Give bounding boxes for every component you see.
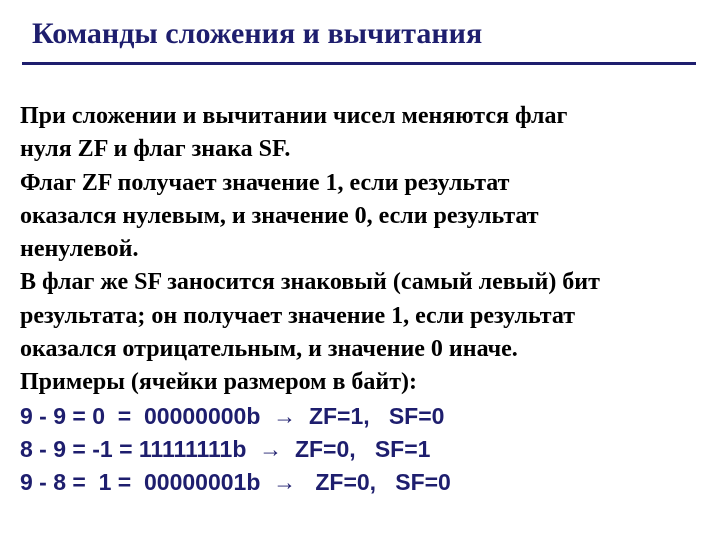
title-underline: [22, 62, 696, 65]
slide-title: Команды сложения и вычитания: [32, 17, 483, 50]
example-line: 9 - 9 = 0 = 00000000b → ZF=1, SF=0: [20, 402, 445, 429]
body-line: результата; он получает значение 1, если результат: [20, 302, 576, 329]
slide-body: [20, 100, 710, 500]
body-line: оказался отрицательным, и значение 0 иначе.: [20, 336, 518, 363]
body-line: В флаг же SF заносится знаковый (самый левый) бит: [20, 269, 600, 296]
example-line: 8 - 9 = -1 = 11111111b → ZF=0, SF=1: [20, 435, 431, 462]
body-line: оказался нулевым, и значение 0, если результат: [20, 202, 539, 229]
example-line: 9 - 8 = 1 = 00000001b → ZF=0, SF=0: [20, 469, 451, 496]
body-line: ненулевой.: [20, 236, 139, 263]
body-line: нуля ZF и флаг знака SF.: [20, 136, 291, 163]
body-line: Примеры (ячейки размером в байт):: [20, 369, 418, 396]
body-line: Флаг ZF получает значение 1, если результат: [20, 169, 510, 196]
body-line: При сложении и вычитании чисел меняются флаг: [20, 103, 568, 129]
